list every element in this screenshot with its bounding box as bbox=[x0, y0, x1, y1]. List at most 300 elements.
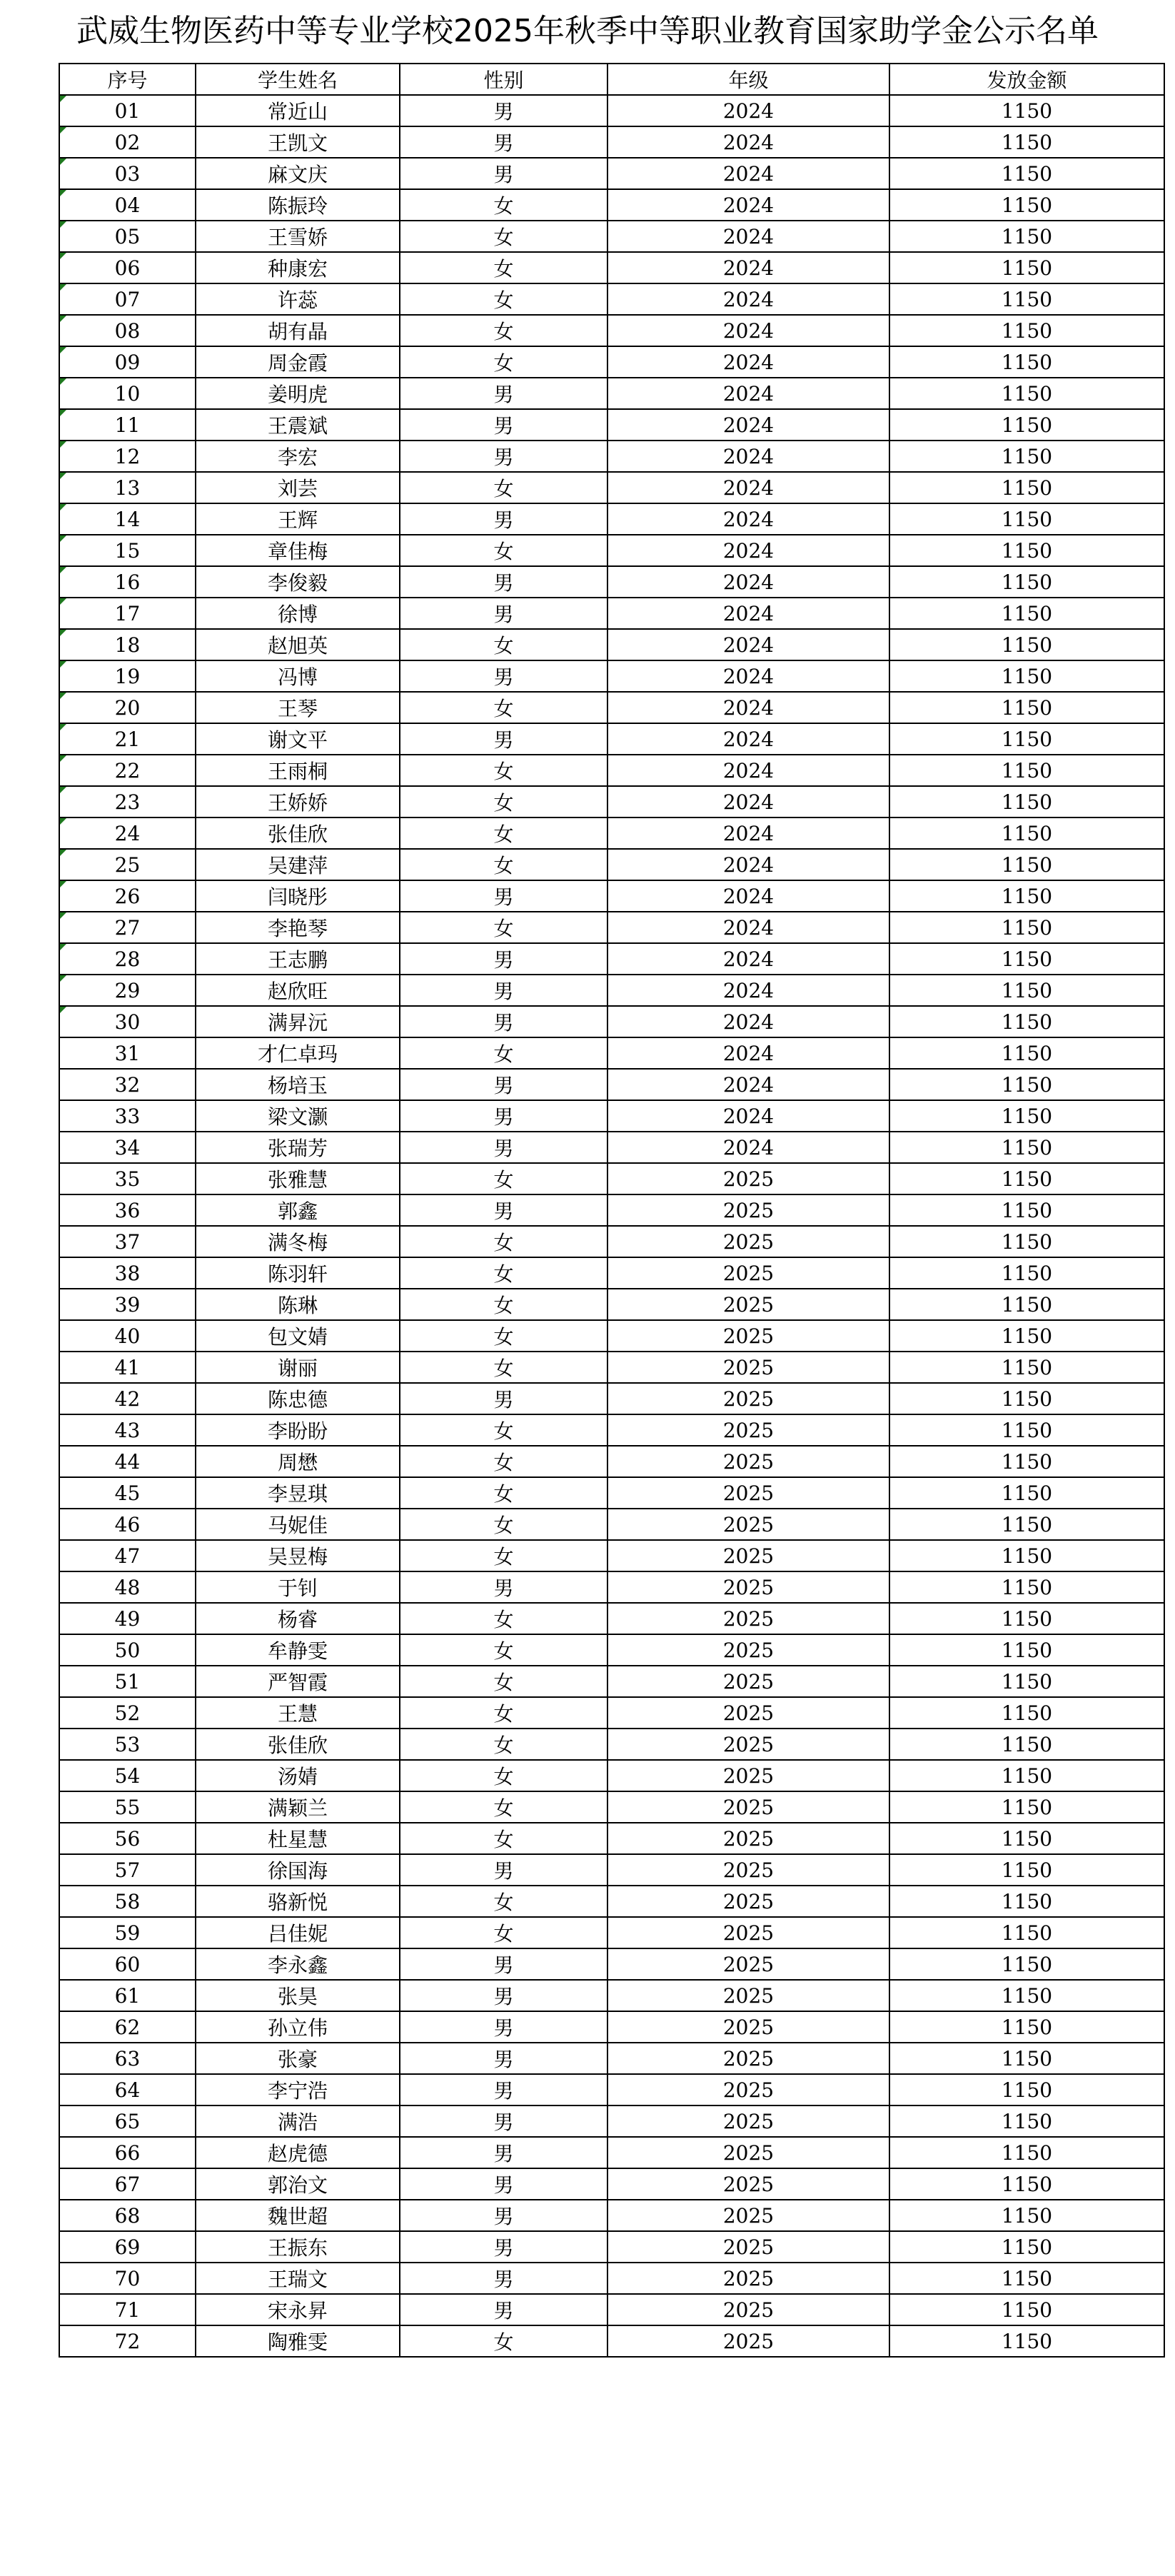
grade-cell: 2024 bbox=[607, 943, 889, 975]
student-name-cell: 张瑞芳 bbox=[196, 1132, 400, 1163]
table-row bbox=[59, 1006, 1164, 1037]
amount-cell: 1150 bbox=[889, 1886, 1164, 1917]
table-row bbox=[59, 849, 1164, 880]
serial-number-cell: 64 bbox=[59, 2074, 196, 2105]
student-name-cell: 李昱琪 bbox=[196, 1477, 400, 1509]
gender-cell: 男 bbox=[400, 95, 607, 126]
amount-cell: 1150 bbox=[889, 1791, 1164, 1823]
gender-cell: 女 bbox=[400, 346, 607, 378]
cell-marker-icon bbox=[60, 881, 66, 887]
gender-cell: 女 bbox=[400, 1697, 607, 1729]
student-name-cell: 王志鹏 bbox=[196, 943, 400, 975]
gender-cell: 男 bbox=[400, 2105, 607, 2137]
gender-cell: 女 bbox=[400, 1163, 607, 1194]
serial-number-cell: 67 bbox=[59, 2168, 196, 2200]
serial-number-cell bbox=[59, 723, 196, 755]
amount-cell: 1150 bbox=[889, 2325, 1164, 2357]
amount-cell: 1150 bbox=[889, 1980, 1164, 2011]
table-row bbox=[59, 1132, 1164, 1163]
grade-cell: 2024 bbox=[607, 1006, 889, 1037]
gender-cell: 男 bbox=[400, 2231, 607, 2263]
amount-cell: 1150 bbox=[889, 975, 1164, 1006]
student-name-cell: 张佳欣 bbox=[196, 1729, 400, 1760]
amount-cell: 1150 bbox=[889, 1729, 1164, 1760]
serial-number-cell: 44 bbox=[59, 1446, 196, 1477]
student-name-cell: 章佳梅 bbox=[196, 535, 400, 566]
grade-cell: 2025 bbox=[607, 1917, 889, 1948]
student-name-cell: 周金霞 bbox=[196, 346, 400, 378]
header-grade: 年级 bbox=[607, 64, 889, 95]
student-name-cell: 孙立伟 bbox=[196, 2011, 400, 2043]
serial-number-cell bbox=[59, 378, 196, 409]
amount-cell: 1150 bbox=[889, 378, 1164, 409]
gender-cell: 男 bbox=[400, 975, 607, 1006]
amount-cell: 1150 bbox=[889, 1540, 1164, 1571]
grade-cell: 2025 bbox=[607, 1634, 889, 1666]
serial-number-cell bbox=[59, 629, 196, 660]
table-row bbox=[59, 1352, 1164, 1383]
student-name-cell: 种康宏 bbox=[196, 252, 400, 283]
student-name-cell: 严智霞 bbox=[196, 1666, 400, 1697]
serial-number-cell: 55 bbox=[59, 1791, 196, 1823]
serial-number-cell: 53 bbox=[59, 1729, 196, 1760]
serial-number-cell: 68 bbox=[59, 2200, 196, 2231]
gender-cell: 男 bbox=[400, 566, 607, 598]
student-name-cell: 冯博 bbox=[196, 660, 400, 692]
grade-cell: 2024 bbox=[607, 95, 889, 126]
student-name-cell: 张昊 bbox=[196, 1980, 400, 2011]
amount-cell: 1150 bbox=[889, 441, 1164, 472]
amount-cell: 1150 bbox=[889, 629, 1164, 660]
table-row bbox=[59, 503, 1164, 535]
table-body bbox=[59, 95, 1164, 2357]
gender-cell: 女 bbox=[400, 315, 607, 346]
amount-cell: 1150 bbox=[889, 943, 1164, 975]
table-row bbox=[59, 252, 1164, 283]
gender-cell: 男 bbox=[400, 1100, 607, 1132]
table-row bbox=[59, 566, 1164, 598]
student-name-cell: 王慧 bbox=[196, 1697, 400, 1729]
serial-number-cell bbox=[59, 598, 196, 629]
grade-cell: 2024 bbox=[607, 786, 889, 817]
amount-cell: 1150 bbox=[889, 189, 1164, 221]
table-row bbox=[59, 975, 1164, 1006]
table-row bbox=[59, 409, 1164, 441]
serial-number-cell: 39 bbox=[59, 1289, 196, 1320]
amount-cell: 1150 bbox=[889, 1634, 1164, 1666]
student-name-cell: 王辉 bbox=[196, 503, 400, 535]
student-name-cell: 张雅慧 bbox=[196, 1163, 400, 1194]
student-name-cell: 宋永昇 bbox=[196, 2294, 400, 2325]
gender-cell: 女 bbox=[400, 1917, 607, 1948]
serial-number-cell bbox=[59, 346, 196, 378]
header-amount: 发放金额 bbox=[889, 64, 1164, 95]
table-row bbox=[59, 1414, 1164, 1446]
gender-cell: 男 bbox=[400, 409, 607, 441]
amount-cell: 1150 bbox=[889, 566, 1164, 598]
serial-number-text: 14 bbox=[114, 507, 141, 531]
serial-number-cell bbox=[59, 817, 196, 849]
grade-cell: 2024 bbox=[607, 975, 889, 1006]
grade-cell: 2025 bbox=[607, 1823, 889, 1854]
grade-cell: 2025 bbox=[607, 1257, 889, 1289]
student-name-cell: 于钊 bbox=[196, 1571, 400, 1603]
gender-cell: 女 bbox=[400, 189, 607, 221]
serial-number-cell: 48 bbox=[59, 1571, 196, 1603]
table-row bbox=[59, 2200, 1164, 2231]
serial-number-cell: 62 bbox=[59, 2011, 196, 2043]
serial-number-text: 02 bbox=[114, 130, 141, 154]
table-row bbox=[59, 943, 1164, 975]
gender-cell: 女 bbox=[400, 1226, 607, 1257]
table-row bbox=[59, 1446, 1164, 1477]
amount-cell: 1150 bbox=[889, 786, 1164, 817]
gender-cell: 女 bbox=[400, 1320, 607, 1352]
gender-cell: 女 bbox=[400, 1352, 607, 1383]
table-row bbox=[59, 1163, 1164, 1194]
serial-number-cell: 49 bbox=[59, 1603, 196, 1634]
serial-number-cell bbox=[59, 786, 196, 817]
serial-number-cell bbox=[59, 189, 196, 221]
serial-number-cell: 71 bbox=[59, 2294, 196, 2325]
gender-cell: 男 bbox=[400, 503, 607, 535]
gender-cell: 男 bbox=[400, 1571, 607, 1603]
grade-cell: 2024 bbox=[607, 346, 889, 378]
table-row bbox=[59, 378, 1164, 409]
table-row bbox=[59, 1257, 1164, 1289]
student-name-cell: 李宏 bbox=[196, 441, 400, 472]
grade-cell: 2025 bbox=[607, 1697, 889, 1729]
student-name-cell: 谢文平 bbox=[196, 723, 400, 755]
serial-number-text: 20 bbox=[114, 695, 141, 720]
amount-cell: 1150 bbox=[889, 346, 1164, 378]
serial-number-cell bbox=[59, 566, 196, 598]
serial-number-text: 27 bbox=[114, 915, 141, 940]
gender-cell: 女 bbox=[400, 817, 607, 849]
student-name-cell: 骆新悦 bbox=[196, 1886, 400, 1917]
gender-cell: 男 bbox=[400, 126, 607, 158]
table-row bbox=[59, 1886, 1164, 1917]
gender-cell: 女 bbox=[400, 1634, 607, 1666]
table-row bbox=[59, 1760, 1164, 1791]
table-row bbox=[59, 472, 1164, 503]
table-row bbox=[59, 1540, 1164, 1571]
table-row bbox=[59, 660, 1164, 692]
table-row bbox=[59, 2325, 1164, 2357]
serial-number-text: 29 bbox=[114, 978, 141, 1002]
gender-cell: 男 bbox=[400, 1980, 607, 2011]
gender-cell: 女 bbox=[400, 629, 607, 660]
grade-cell: 2024 bbox=[607, 315, 889, 346]
gender-cell: 女 bbox=[400, 1289, 607, 1320]
table-row bbox=[59, 1634, 1164, 1666]
table-row bbox=[59, 283, 1164, 315]
student-name-cell: 常近山 bbox=[196, 95, 400, 126]
cell-marker-icon bbox=[60, 473, 66, 479]
cell-marker-icon bbox=[60, 316, 66, 322]
cell-marker-icon bbox=[60, 850, 66, 856]
student-name-cell: 张佳欣 bbox=[196, 817, 400, 849]
amount-cell: 1150 bbox=[889, 252, 1164, 283]
grade-cell: 2025 bbox=[607, 2043, 889, 2074]
table-row bbox=[59, 1791, 1164, 1823]
serial-number-cell: 41 bbox=[59, 1352, 196, 1383]
table-row bbox=[59, 221, 1164, 252]
grade-cell: 2024 bbox=[607, 692, 889, 723]
serial-number-text: 07 bbox=[114, 287, 141, 311]
grade-cell: 2025 bbox=[607, 1320, 889, 1352]
student-name-cell: 陈振玲 bbox=[196, 189, 400, 221]
amount-cell: 1150 bbox=[889, 660, 1164, 692]
gender-cell: 女 bbox=[400, 1414, 607, 1446]
amount-cell: 1150 bbox=[889, 2263, 1164, 2294]
amount-cell: 1150 bbox=[889, 1069, 1164, 1100]
amount-cell: 1150 bbox=[889, 2200, 1164, 2231]
grade-cell: 2024 bbox=[607, 126, 889, 158]
header-row bbox=[59, 64, 1164, 95]
serial-number-cell bbox=[59, 943, 196, 975]
grade-cell: 2025 bbox=[607, 1886, 889, 1917]
table-row bbox=[59, 95, 1164, 126]
student-name-cell: 杨睿 bbox=[196, 1603, 400, 1634]
serial-number-text: 13 bbox=[114, 476, 141, 500]
student-name-cell: 王震斌 bbox=[196, 409, 400, 441]
gender-cell: 男 bbox=[400, 1854, 607, 1886]
student-name-cell: 李艳琴 bbox=[196, 912, 400, 943]
amount-cell: 1150 bbox=[889, 1509, 1164, 1540]
student-name-cell: 魏世超 bbox=[196, 2200, 400, 2231]
serial-number-cell: 56 bbox=[59, 1823, 196, 1854]
serial-number-cell: 35 bbox=[59, 1163, 196, 1194]
amount-cell: 1150 bbox=[889, 1414, 1164, 1446]
table-row bbox=[59, 2043, 1164, 2074]
student-name-cell: 陈羽轩 bbox=[196, 1257, 400, 1289]
amount-cell: 1150 bbox=[889, 755, 1164, 786]
grade-cell: 2024 bbox=[607, 566, 889, 598]
amount-cell: 1150 bbox=[889, 2074, 1164, 2105]
student-name-cell: 包文婧 bbox=[196, 1320, 400, 1352]
serial-number-cell bbox=[59, 755, 196, 786]
gender-cell: 女 bbox=[400, 1446, 607, 1477]
grade-cell: 2025 bbox=[607, 1540, 889, 1571]
gender-cell: 女 bbox=[400, 1666, 607, 1697]
cell-marker-icon bbox=[60, 944, 66, 950]
gender-cell: 女 bbox=[400, 472, 607, 503]
document-title: 武威生物医药中等专业学校2025年秋季中等职业教育国家助学金公示名单 bbox=[76, 13, 1099, 49]
serial-number-cell: 32 bbox=[59, 1069, 196, 1100]
grade-cell: 2025 bbox=[607, 1571, 889, 1603]
grade-cell: 2024 bbox=[607, 1037, 889, 1069]
serial-number-text: 16 bbox=[114, 570, 141, 594]
student-name-cell: 徐博 bbox=[196, 598, 400, 629]
amount-cell: 1150 bbox=[889, 1760, 1164, 1791]
grade-cell: 2025 bbox=[607, 2325, 889, 2357]
gender-cell: 女 bbox=[400, 1603, 607, 1634]
amount-cell: 1150 bbox=[889, 1226, 1164, 1257]
grade-cell: 2024 bbox=[607, 283, 889, 315]
serial-number-cell: 54 bbox=[59, 1760, 196, 1791]
serial-number-cell bbox=[59, 880, 196, 912]
table-row bbox=[59, 755, 1164, 786]
serial-number-cell bbox=[59, 912, 196, 943]
amount-cell: 1150 bbox=[889, 849, 1164, 880]
amount-cell: 1150 bbox=[889, 1163, 1164, 1194]
amount-cell: 1150 bbox=[889, 1132, 1164, 1163]
table-row bbox=[59, 1666, 1164, 1697]
student-name-cell: 王雪娇 bbox=[196, 221, 400, 252]
table-row bbox=[59, 2294, 1164, 2325]
grade-cell: 2024 bbox=[607, 755, 889, 786]
serial-number-cell: 61 bbox=[59, 1980, 196, 2011]
table-row bbox=[59, 1603, 1164, 1634]
student-name-cell: 李宁浩 bbox=[196, 2074, 400, 2105]
grade-cell: 2025 bbox=[607, 1352, 889, 1383]
serial-number-cell bbox=[59, 503, 196, 535]
table-row bbox=[59, 346, 1164, 378]
gender-cell: 男 bbox=[400, 441, 607, 472]
student-name-cell: 王雨桐 bbox=[196, 755, 400, 786]
serial-number-text: 30 bbox=[114, 1010, 141, 1034]
amount-cell: 1150 bbox=[889, 2137, 1164, 2168]
table-row bbox=[59, 598, 1164, 629]
grade-cell: 2025 bbox=[607, 1980, 889, 2011]
amount-cell: 1150 bbox=[889, 1948, 1164, 1980]
serial-number-cell: 43 bbox=[59, 1414, 196, 1446]
serial-number-cell: 70 bbox=[59, 2263, 196, 2294]
table-row bbox=[59, 1980, 1164, 2011]
serial-number-cell: 34 bbox=[59, 1132, 196, 1163]
serial-number-cell: 72 bbox=[59, 2325, 196, 2357]
serial-number-cell: 40 bbox=[59, 1320, 196, 1352]
grade-cell: 2024 bbox=[607, 1069, 889, 1100]
grade-cell: 2024 bbox=[607, 817, 889, 849]
serial-number-cell: 52 bbox=[59, 1697, 196, 1729]
amount-cell: 1150 bbox=[889, 2011, 1164, 2043]
cell-marker-icon bbox=[60, 787, 66, 793]
serial-number-text: 25 bbox=[114, 852, 141, 877]
serial-number-cell bbox=[59, 158, 196, 189]
amount-cell: 1150 bbox=[889, 880, 1164, 912]
grade-cell: 2024 bbox=[607, 912, 889, 943]
amount-cell: 1150 bbox=[889, 1383, 1164, 1414]
header-student-name: 学生姓名 bbox=[196, 64, 400, 95]
student-name-cell: 杨培玉 bbox=[196, 1069, 400, 1100]
grade-cell: 2025 bbox=[607, 2137, 889, 2168]
cell-marker-icon bbox=[60, 96, 66, 102]
cell-marker-icon bbox=[60, 598, 66, 605]
serial-number-cell bbox=[59, 95, 196, 126]
student-name-cell: 杜星慧 bbox=[196, 1823, 400, 1854]
student-name-cell: 陈忠德 bbox=[196, 1383, 400, 1414]
amount-cell: 1150 bbox=[889, 598, 1164, 629]
amount-cell: 1150 bbox=[889, 409, 1164, 441]
serial-number-cell: 65 bbox=[59, 2105, 196, 2137]
grade-cell: 2025 bbox=[607, 2294, 889, 2325]
gender-cell: 女 bbox=[400, 1509, 607, 1540]
serial-number-cell: 38 bbox=[59, 1257, 196, 1289]
grade-cell: 2024 bbox=[607, 252, 889, 283]
gender-cell: 女 bbox=[400, 755, 607, 786]
grade-cell: 2024 bbox=[607, 880, 889, 912]
amount-cell: 1150 bbox=[889, 723, 1164, 755]
amount-cell: 1150 bbox=[889, 2231, 1164, 2263]
serial-number-text: 11 bbox=[114, 413, 141, 437]
serial-number-cell bbox=[59, 315, 196, 346]
gender-cell: 女 bbox=[400, 535, 607, 566]
grade-cell: 2025 bbox=[607, 1666, 889, 1697]
cell-marker-icon bbox=[60, 567, 66, 573]
cell-marker-icon bbox=[60, 159, 66, 165]
amount-cell: 1150 bbox=[889, 1352, 1164, 1383]
amount-cell: 1150 bbox=[889, 1006, 1164, 1037]
student-name-cell: 王凯文 bbox=[196, 126, 400, 158]
serial-number-text: 12 bbox=[114, 444, 141, 468]
grade-cell: 2024 bbox=[607, 1132, 889, 1163]
serial-number-text: 05 bbox=[114, 224, 141, 248]
table-row bbox=[59, 1289, 1164, 1320]
amount-cell: 1150 bbox=[889, 1320, 1164, 1352]
serial-number-cell bbox=[59, 535, 196, 566]
serial-number-cell: 47 bbox=[59, 1540, 196, 1571]
table-row bbox=[59, 1509, 1164, 1540]
serial-number-cell: 36 bbox=[59, 1194, 196, 1226]
table-row bbox=[59, 692, 1164, 723]
student-name-cell: 梁文灏 bbox=[196, 1100, 400, 1132]
grade-cell: 2025 bbox=[607, 1948, 889, 1980]
grade-cell: 2025 bbox=[607, 1760, 889, 1791]
grade-cell: 2025 bbox=[607, 1603, 889, 1634]
student-name-cell: 张豪 bbox=[196, 2043, 400, 2074]
student-name-cell: 郭治文 bbox=[196, 2168, 400, 2200]
table-row bbox=[59, 912, 1164, 943]
grade-cell: 2025 bbox=[607, 1509, 889, 1540]
gender-cell: 女 bbox=[400, 1791, 607, 1823]
gender-cell: 女 bbox=[400, 692, 607, 723]
serial-number-text: 01 bbox=[114, 99, 141, 123]
recipient-table bbox=[59, 63, 1165, 2358]
cell-marker-icon bbox=[60, 190, 66, 196]
serial-number-cell: 45 bbox=[59, 1477, 196, 1509]
serial-number-text: 06 bbox=[114, 256, 141, 280]
gender-cell: 男 bbox=[400, 598, 607, 629]
table-row bbox=[59, 2105, 1164, 2137]
grade-cell: 2024 bbox=[607, 723, 889, 755]
amount-cell: 1150 bbox=[889, 1697, 1164, 1729]
gender-cell: 男 bbox=[400, 2200, 607, 2231]
student-name-cell: 姜明虎 bbox=[196, 378, 400, 409]
serial-number-text: 08 bbox=[114, 318, 141, 343]
serial-number-cell bbox=[59, 283, 196, 315]
table-row bbox=[59, 1320, 1164, 1352]
student-name-cell: 王琴 bbox=[196, 692, 400, 723]
grade-cell: 2025 bbox=[607, 1477, 889, 1509]
amount-cell: 1150 bbox=[889, 315, 1164, 346]
gender-cell: 男 bbox=[400, 1069, 607, 1100]
gender-cell: 男 bbox=[400, 2074, 607, 2105]
student-name-cell: 汤婧 bbox=[196, 1760, 400, 1791]
student-name-cell: 王娇娇 bbox=[196, 786, 400, 817]
cell-marker-icon bbox=[60, 127, 66, 134]
gender-cell: 女 bbox=[400, 2325, 607, 2357]
amount-cell: 1150 bbox=[889, 1854, 1164, 1886]
cell-marker-icon bbox=[60, 755, 66, 762]
student-name-cell: 李盼盼 bbox=[196, 1414, 400, 1446]
cell-marker-icon bbox=[60, 1007, 66, 1013]
table-row bbox=[59, 1100, 1164, 1132]
grade-cell: 2024 bbox=[607, 503, 889, 535]
table-row bbox=[59, 2168, 1164, 2200]
student-name-cell: 满冬梅 bbox=[196, 1226, 400, 1257]
